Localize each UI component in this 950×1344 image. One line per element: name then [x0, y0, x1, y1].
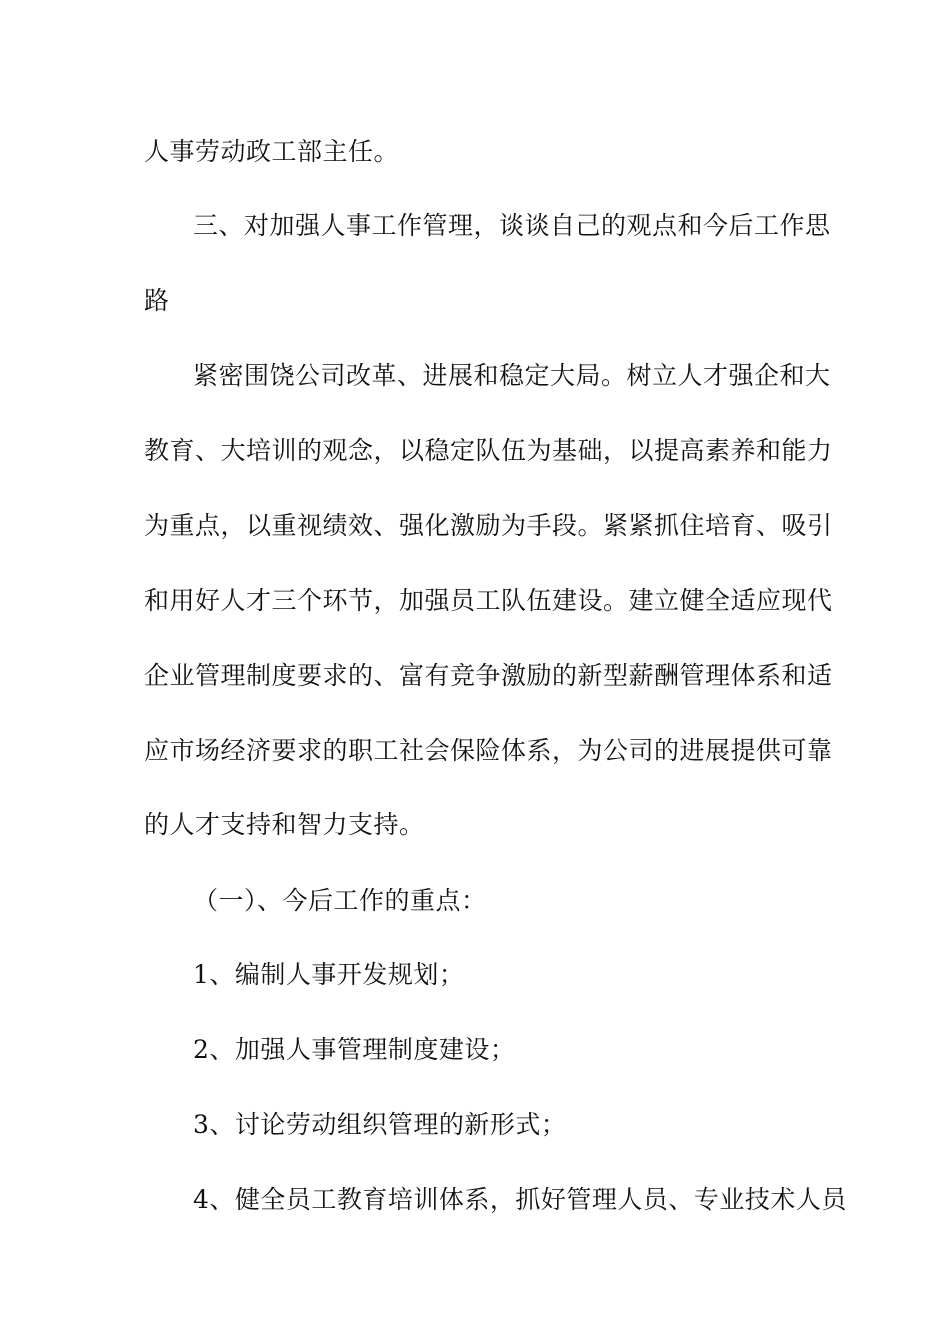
- paragraph-line: 的人才支持和智力支持。: [144, 810, 425, 839]
- paragraph-line: 人事劳动政工部主任。: [144, 137, 400, 166]
- subsection-heading: （一）、今后工作的重点：: [193, 886, 487, 915]
- paragraph-line: 企业管理制度要求的、富有竞争激励的新型薪酬管理体系和适: [144, 661, 833, 690]
- section-heading-continued: 路: [144, 286, 170, 315]
- section-heading: 三、对加强人事工作管理，谈谈自己的观点和今后工作思: [193, 211, 831, 240]
- paragraph-line: 教育、大培训的观念，以稳定队伍为基础，以提高素养和能力: [144, 436, 833, 465]
- paragraph-line: 和用好人才三个环节，加强员工队伍建设。建立健全适应现代: [144, 586, 833, 615]
- list-item: 4、健全员工教育培训体系，抓好管理人员、专业技术人员: [193, 1185, 847, 1214]
- list-item: 2、加强人事管理制度建设；: [193, 1035, 516, 1064]
- paragraph-line: 紧密围饶公司改革、进展和稳定大局。树立人才强企和大: [193, 361, 831, 390]
- list-item: 1、编制人事开发规划；: [193, 960, 465, 989]
- list-item: 3、讨论劳动组织管理的新形式；: [193, 1110, 567, 1139]
- paragraph-line: 应市场经济要求的职工社会保险体系，为公司的进展提供可靠: [144, 736, 833, 765]
- paragraph-line: 为重点，以重视绩效、强化激励为手段。紧紧抓住培育、吸引: [144, 511, 833, 540]
